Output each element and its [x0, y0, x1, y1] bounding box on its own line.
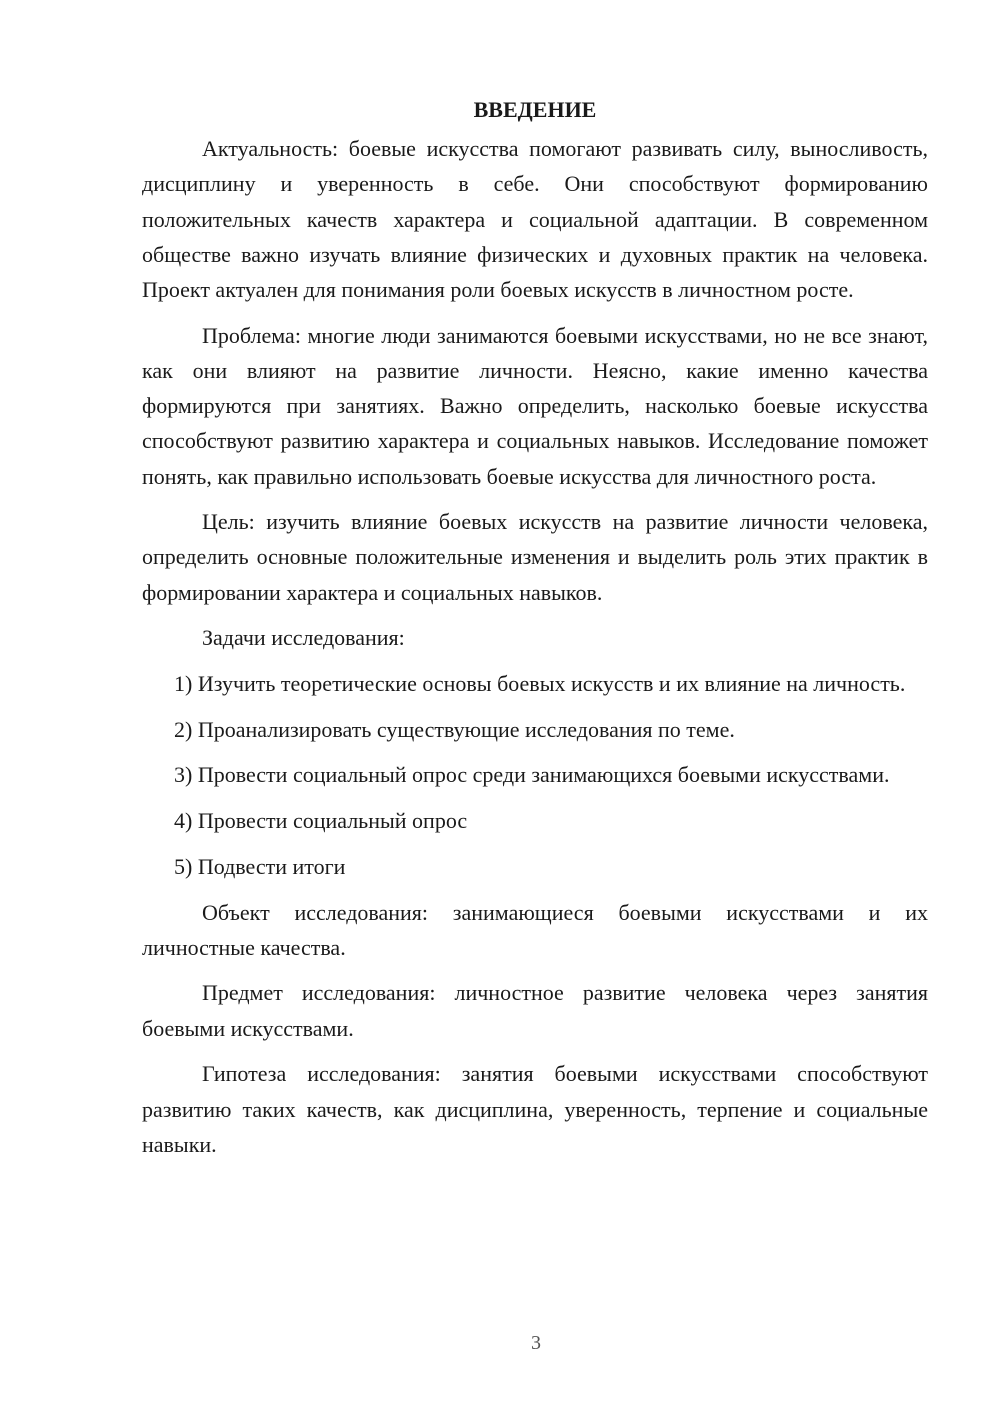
paragraph-object: Объект исследования: занимающиеся боевыми искусствами и их личностные качества. [142, 899, 928, 960]
page-number: 3 [531, 1332, 541, 1354]
tasks-heading: Задачи исследования: [202, 625, 405, 651]
task-item-3: 3) Провести социальный опрос среди занимающихся боевыми искусствами. [174, 762, 890, 788]
task-item-1: 1) Изучить теоретические основы боевых искусств и их влияние на личность. [174, 671, 906, 697]
paragraph-goal: Цель: изучить влияние боевых искусств на развитие личности человека, определить основные положительные изменения и выделить роль этих практик в формировании характера и социальных навыков. [142, 509, 928, 605]
task-item-5: 5) Подвести итоги [174, 853, 346, 879]
task-item-4: 4) Провести социальный опрос [174, 808, 468, 834]
document-page [142, 92, 928, 1172]
paragraph-problem: Проблема: многие люди занимаются боевыми искусствами, но не все знают, как они влияют на развитие личности. Неясно, какие именно качества формируются при занятиях. Важно определить, насколько боевые искусства способствуют развитию характера и социальных навыков. Исследование поможет понять, как правильно использовать боевые искусства для личностного роста. [142, 322, 928, 489]
task-item-2: 2) Проанализировать существующие исследования по теме. [174, 716, 735, 742]
paragraph-hypothesis: Гипотеза исследования: занятия боевыми искусствами способствуют развитию таких качеств, как дисциплина, уверенность, терпение и социальные навыки. [142, 1061, 928, 1157]
paragraph-relevance: Актуальность: боевые искусства помогают развивать силу, выносливость, дисциплину и уверенность в себе. Они способствуют формированию положительных качеств характера и социальной адаптации. В современном обществе важно изучать влияние физических и духовных практик на человека. Проект актуален для понимания роли боевых искусств в личностном росте. [142, 136, 928, 303]
paragraph-subject: Предмет исследования: личностное развитие человека через занятия боевыми искусствами. [142, 980, 928, 1041]
section-title: ВВЕДЕНИЕ [473, 97, 597, 122]
